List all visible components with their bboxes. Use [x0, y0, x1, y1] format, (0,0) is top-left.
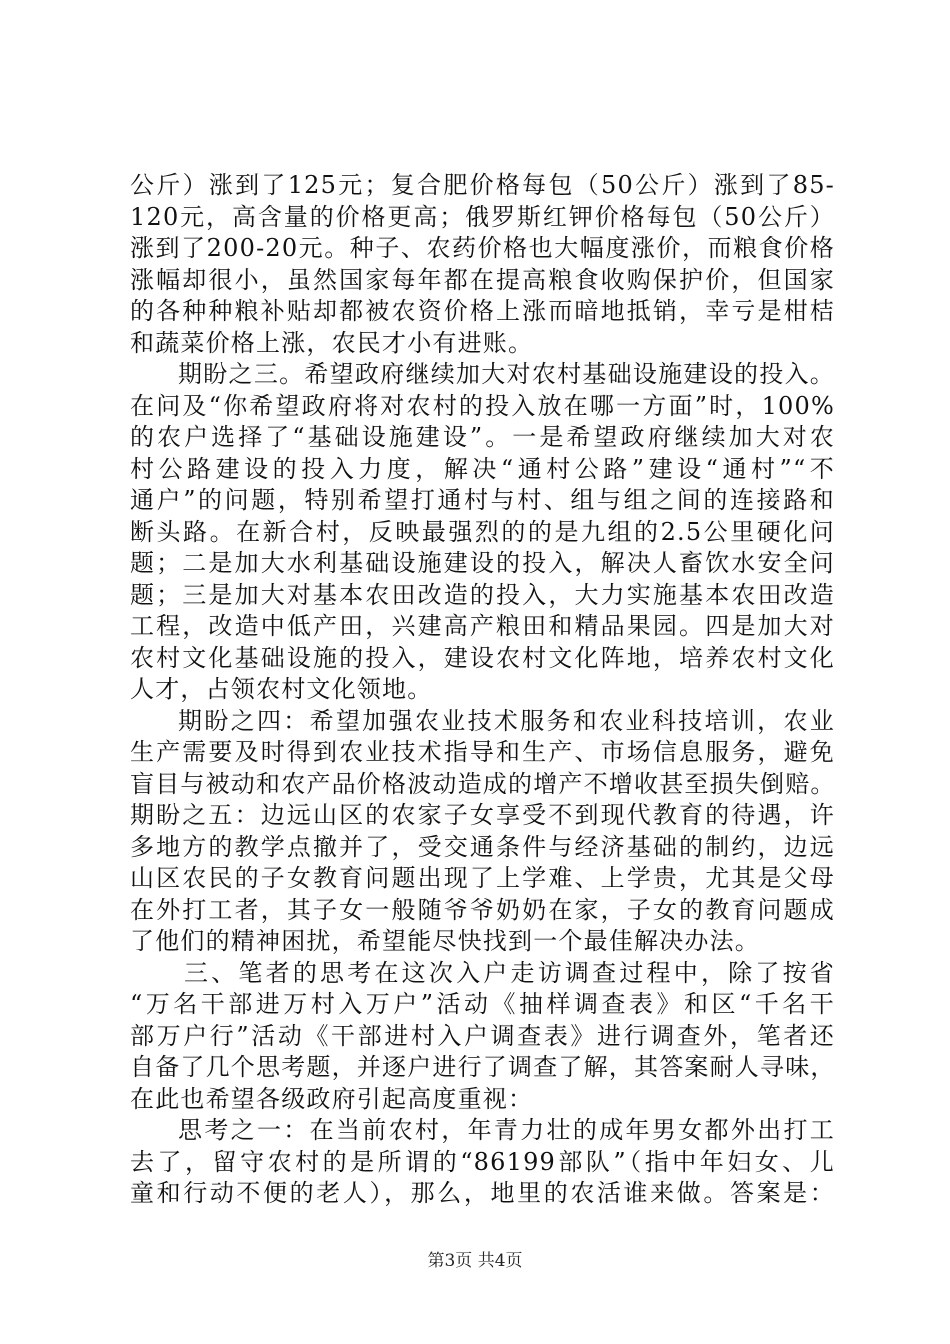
text-line: 盲目与被动和农产品价格波动造成的增产不增收甚至损失倒赔。 [130, 769, 836, 798]
text-line: 生产需要及时得到农业技术指导和生产、市场信息服务，避免 [130, 738, 835, 766]
text-line: 多地方的教学点撤并了，受交通条件与经济基础的制约，边远 [130, 832, 835, 861]
text-line: 题；三是加大对基本农田改造的投入，大力实施基本农田改造 [130, 580, 835, 609]
text-line: 涨到了200-20元。种子、农药价格也大幅度涨价，而粮食价格 [130, 234, 835, 262]
text-line: 在外打工者，其子女一般随爷爷奶奶在家，子女的教育问题成 [130, 895, 835, 924]
text-line: “万名干部进万村入万户”活动《抽样调查表》和区“千名干 [130, 990, 835, 1018]
text-line: 工程，改造中低产田，兴建高产粮田和精品果园。四是加大对 [130, 612, 835, 640]
text-line: 去了，留守农村的是所谓的“86199部队”（指中年妇女、儿 [130, 1147, 835, 1176]
text-line: 断头路。在新合村，反映最强烈的的是九组的2.5公里硬化问 [130, 517, 835, 546]
text-line: 涨幅却很小，虽然国家每年都在提高粮食收购保护价，但国家 [130, 265, 835, 294]
text-line: 村公路建设的投入力度，解决“通村公路”建设“通村”“不 [130, 454, 835, 483]
text-line: 期盼之三。希望政府继续加大对农村基础设施建设的投入。 [178, 360, 835, 388]
text-line: 期盼之四：希望加强农业技术服务和农业科技培训，农业 [178, 706, 835, 735]
text-line: 的各种种粮补贴却都被农资价格上涨而暗地抵销，幸亏是柑桔 [130, 297, 835, 325]
text-line: 三、笔者的思考在这次入户走访调查过程中，除了按省 [184, 958, 835, 987]
text-line: 在问及“你希望政府将对农村的投入放在哪一方面”时，100% [130, 391, 835, 420]
text-line: 在此也希望各级政府引起高度重视： [130, 1084, 534, 1113]
text-line: 了他们的精神困扰，希望能尽快找到一个最佳解决办法。 [130, 927, 760, 955]
text-line: 的农户选择了“基础设施建设”。一是希望政府继续加大对农 [130, 423, 835, 451]
text-line: 公斤）涨到了125元；复合肥价格每包（50公斤）涨到了85- [130, 171, 835, 199]
text-line: 题；二是加大水利基础设施建设的投入，解决人畜饮水安全问 [130, 549, 835, 577]
text-line: 期盼之五：边远山区的农家子女享受不到现代教育的待遇，许 [130, 801, 835, 829]
document-body [130, 170, 835, 1210]
text-line: 自备了几个思考题，并逐户进行了调查了解，其答案耐人寻味， [130, 1053, 836, 1081]
text-line: 山区农民的子女教育问题出现了上学难、上学贵，尤其是父母 [130, 864, 835, 892]
text-line: 部万户行”活动《干部进村入户调查表》进行调查外，笔者还 [130, 1021, 835, 1050]
text-line: 和蔬菜价格上涨，农民才小有进账。 [130, 328, 534, 357]
text-line: 人才，占领农村文化领地。 [130, 675, 433, 703]
text-line: 思考之一：在当前农村，年青力壮的成年男女都外出打工 [178, 1116, 835, 1144]
text-line: 农村文化基础设施的投入，建设农村文化阵地，培养农村文化 [130, 643, 835, 672]
text-line: 通户”的问题，特别希望打通村与村、组与组之间的连接路和 [130, 486, 835, 514]
text-line: 童和行动不便的老人），那么，地里的农活谁来做。答案是： [130, 1179, 835, 1207]
text-line: 120元，高含量的价格更高；俄罗斯红钾价格每包（50公斤） [130, 202, 835, 231]
page-footer: 第3页 共4页 [427, 1251, 523, 1271]
